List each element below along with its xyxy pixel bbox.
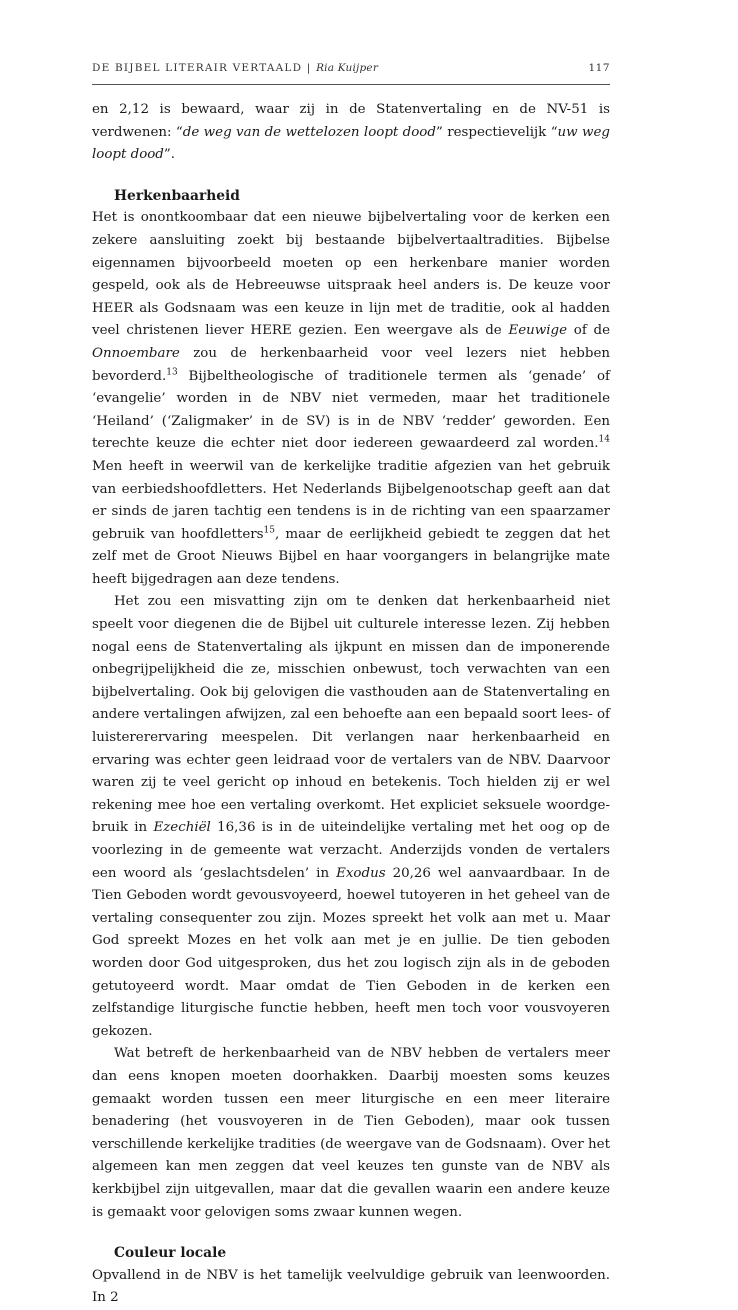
running-head-author: Ria Kuijper — [316, 62, 379, 74]
quote-italic: de weg van de wettelozen loopt dood — [182, 124, 436, 140]
footnote-ref[interactable]: 13 — [166, 367, 178, 378]
footnote-ref[interactable]: 15 — [263, 525, 275, 536]
text-run: zou de herkenbaarheid voor veel lezers niet hebben bevorderd. — [92, 345, 610, 384]
paragraph — [92, 207, 610, 591]
text-run: Het is onontkoombaar dat een nieuwe bijbelvertaling voor de kerken een zekere aansluiting zoekt bij bestaande bijbelvertaaltradities. Bijbelse eigennamen bijvoorbeeld moeten op een herkenbare manier worden gespeld, ook als de Hebreeuwse uitspraak heel anders is. De keuze voor HEER als Godsnaam was een keuze in lijn met de traditie, ook al hadden veel christenen liever HERE gezien. Een weergave als de — [92, 210, 610, 339]
text-run: ”. — [163, 147, 175, 163]
term-italic: Eeuwige — [508, 323, 568, 339]
paragraph-continuation — [92, 99, 610, 167]
body-text — [92, 99, 610, 1310]
text-run: Men heeft in weerwil van de kerkelijke traditie afgezien van het gebruik van eerbiedshoofdletters. Het Nederlands Bijbelgenootschap geeft aan dat er sinds de jaren tachtig een tendens is in de richting van een spaarzamer gebruik van hoofdletters — [92, 458, 610, 542]
text-run: 20,26 wel aanvaardbaar. In de Tien Geboden wordt gevousvoyeerd, hoewel tutoyeren in het geheel van de vertaling consequenter zou zijn. Mozes spreekt het volk aan met u. Maar God spreekt Mozes en het volk aan met je en jullie. De tien geboden worden door God uitgesproken, dus het zou logisch zijn als in de geboden getutoyeerd wordt. Maar omdat de Tien Geboden in de kerken een zelfstandige liturgische functie hebben, heeft men toch voor vousvoyeren gekozen. — [92, 865, 610, 1039]
section-heading-couleur-locale: Couleur locale — [114, 1245, 227, 1262]
term-italic: Onnoembare — [92, 345, 180, 361]
text-run: Bijbeltheologische of traditionele termen als ‘genade’ of ‘evangelie’ worden in de NBV niet vermeden, maar het traditionele ‘Heiland’ (‘Zaligmaker’ in de SV) is in de NBV ‘redder’ geworden. Een terechte keuze die echter niet door iedereen gewaardeerd zal worden. — [92, 368, 610, 452]
text-run: of de — [567, 323, 610, 339]
text-run: , maar de eerlijkheid gebiedt te zeggen dat het zelf met de Groot Nieuws Bijbel en haar voorgangers in belangrijke mate heeft bijgedragen aan deze tendens. — [92, 526, 610, 587]
running-head-left — [92, 62, 378, 74]
text-run: ” respectievelijk “ — [435, 124, 558, 140]
header-rule — [92, 84, 610, 85]
book-title-italic: Exodus — [336, 865, 386, 881]
running-head-separator: | — [306, 62, 312, 74]
footnote-ref[interactable]: 14 — [598, 434, 610, 445]
paragraph — [92, 591, 610, 1043]
quote-italic: uw weg loopt dood — [92, 124, 610, 163]
running-title: DE BIJBEL LITERAIR VERTAALD — [92, 62, 303, 74]
text-run: 16,36 is in de uiteindelijke vertaling met het oog op de voorlezing in de gemeente wat verzacht. Anderzijds vonden de vertalers een woord als ‘geslachtsdelen’ in — [92, 820, 610, 881]
book-title-italic: Ezechiël — [153, 820, 211, 836]
text-run: Het zou een misvatting zijn om te denken dat herkenbaarheid niet speelt voor diegenen die de Bijbel uit culturele interesse lezen. Zij hebben nogal eens de Statenvertaling als ijkpunt en missen dan de imponerende onbegrijpelijkheid die ze, misschien onbewust, toch verwachten van een bijbelvertaling. Ook bij gelovigen die vasthouden aan de Statenvertaling en andere vertalingen afwijzen, zal een behoefte aan een bepaald soort lees- of luistererervaring meespelen. Dit verlangen naar herkenbaarheid en ervaring was echter geen leidraad voor de vertalers van de NBV. Daarvoor waren zij te veel gericht op inhoud en betekenis. Toch hielden zij er wel rekening mee hoe een vertaling overkomt. Het expliciet seksuele woordgebruik in — [92, 594, 610, 836]
section-heading-herkenbaarheid: Herkenbaarheid — [114, 187, 240, 204]
page-number: 117 — [588, 62, 610, 74]
paragraph: Opvallend in de NBV is het tamelijk veelvuldige gebruik van leenwoorden. In 2 — [92, 1267, 610, 1306]
running-head — [92, 62, 610, 80]
paragraph: Wat betreft de herkenbaarheid van de NBV hebben de vertalers meer dan eens knopen moeten doorhakken. Daarbij moesten soms keuzes gemaakt worden tussen een meer liturgische en een meer literaire benadering (het vousvoyeren in de Tien Geboden), maar ook tussen verschillende kerkelijke tradities (de weergave van de Godsnaam). Over het algemeen kan men zeggen dat veel keuzes ten gunste van de NBV als kerkbijbel zijn uitgevallen, maar dat die gevallen waarin een andere keuze is gemaakt voor gelovigen soms zwaar kunnen wegen. — [92, 1046, 610, 1220]
text-run: en 2,12 is bewaard, waar zij in de Statenvertaling en de NV-51 is verdwenen: “ — [92, 102, 610, 140]
